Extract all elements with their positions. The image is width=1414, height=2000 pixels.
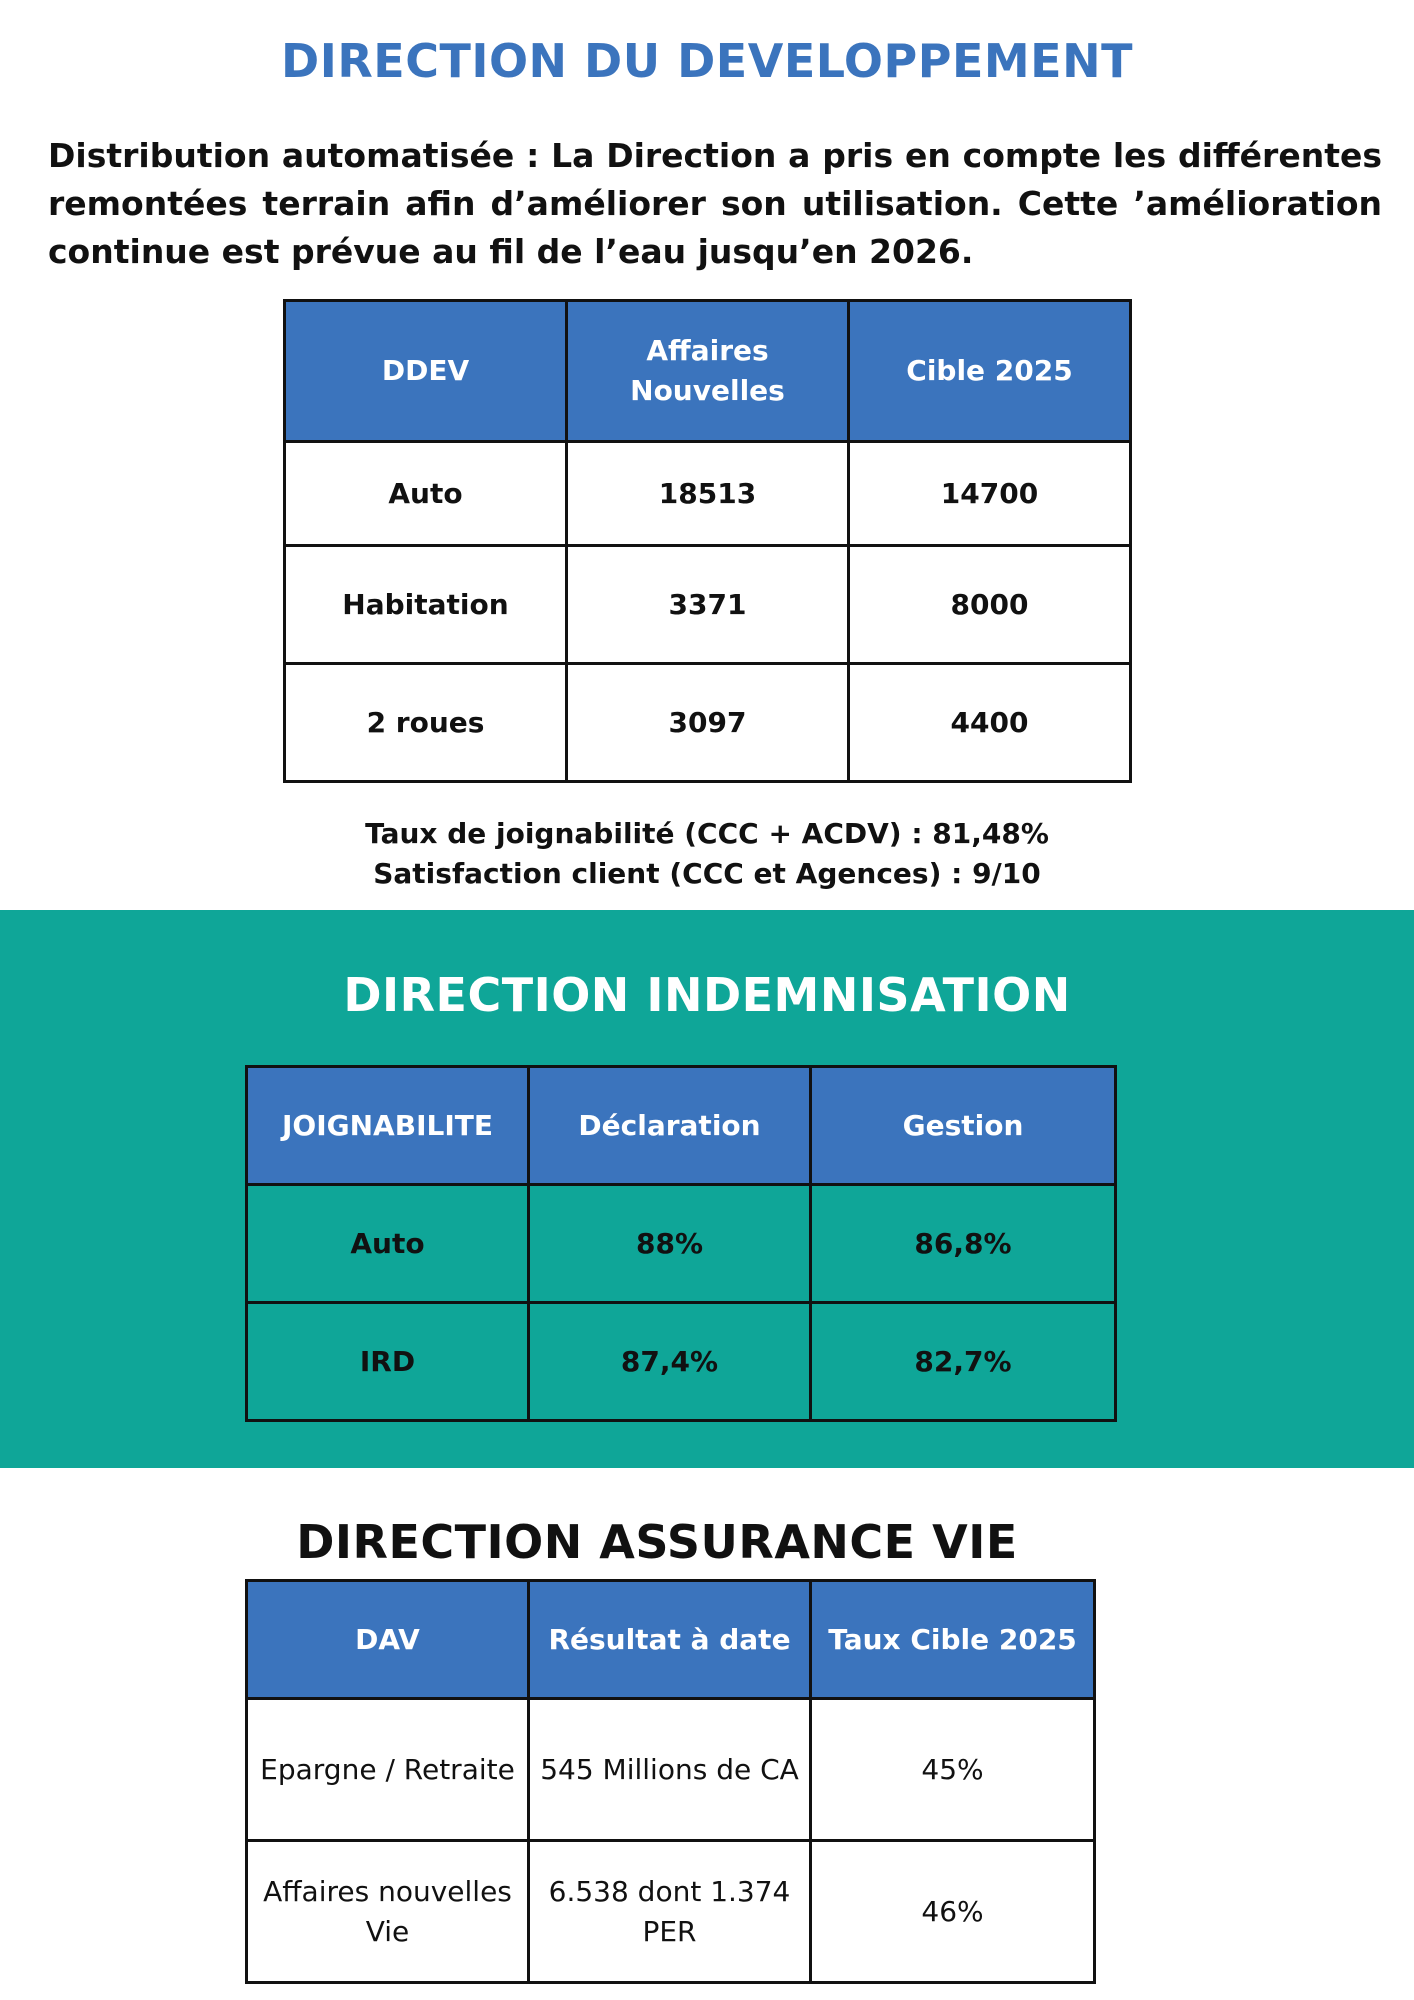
table-cell: 3097 <box>567 664 849 782</box>
table-cell: 545 Millions de CA <box>529 1699 811 1841</box>
satisfaction-stat: Satisfaction client (CCC et Agences) : 9/10 <box>373 857 1041 890</box>
table-cell: Auto <box>247 1185 529 1303</box>
table-cell: 46% <box>811 1841 1095 1983</box>
developpement-title: DIRECTION DU DEVELOPPEMENT <box>281 34 1133 88</box>
table-row <box>247 1841 1095 1983</box>
joignabilite-table <box>245 1065 1117 1422</box>
table-cell: 18513 <box>567 442 849 546</box>
assurance-vie-title: DIRECTION ASSURANCE VIE <box>296 1515 1018 1569</box>
table-row <box>285 664 1131 782</box>
table-header-row <box>285 301 1131 442</box>
table-header-cell: Déclaration <box>529 1067 811 1185</box>
table-header-cell: Cible 2025 <box>849 301 1131 442</box>
table-header-cell: DAV <box>247 1581 529 1699</box>
table-row <box>247 1699 1095 1841</box>
table-header-cell: DDEV <box>285 301 567 442</box>
table-cell: 3371 <box>567 546 849 664</box>
table-cell: 4400 <box>849 664 1131 782</box>
table-header-cell: Gestion <box>811 1067 1116 1185</box>
table-cell: Auto <box>285 442 567 546</box>
table-cell: 2 roues <box>285 664 567 782</box>
table-cell: 6.538 dont 1.374 PER <box>529 1841 811 1983</box>
table-header-cell: Résultat à date <box>529 1581 811 1699</box>
joignabilite-stat: Taux de joignabilité (CCC + ACDV) : 81,48% <box>365 817 1049 850</box>
developpement-stats <box>0 814 1414 894</box>
table-cell: 8000 <box>849 546 1131 664</box>
table-row <box>285 442 1131 546</box>
table-cell: Affaires nouvelles Vie <box>247 1841 529 1983</box>
table-header-cell: JOIGNABILITE <box>247 1067 529 1185</box>
table-cell: Epargne / Retraite <box>247 1699 529 1841</box>
table-cell: 82,7% <box>811 1303 1116 1421</box>
indemnisation-title: DIRECTION INDEMNISATION <box>343 968 1071 1022</box>
table-header-row <box>247 1581 1095 1699</box>
ddev-table <box>283 299 1132 783</box>
table-cell: 88% <box>529 1185 811 1303</box>
table-cell: 45% <box>811 1699 1095 1841</box>
developpement-intro: Distribution automatisée : La Direction a pris en compte les différentes remontées terrain afin d’améliorer son utilisation. Cette ’amélioration continue est prévue au fil de l’eau jusqu’en 2026. <box>48 136 1382 271</box>
table-row <box>247 1303 1116 1421</box>
table-header-cell: Affaires Nouvelles <box>567 301 849 442</box>
table-row <box>285 546 1131 664</box>
table-header-row <box>247 1067 1116 1185</box>
table-cell: Habitation <box>285 546 567 664</box>
table-cell: 87,4% <box>529 1303 811 1421</box>
table-cell: 86,8% <box>811 1185 1116 1303</box>
table-cell: 14700 <box>849 442 1131 546</box>
table-row <box>247 1185 1116 1303</box>
dav-table <box>245 1579 1096 1984</box>
table-cell: IRD <box>247 1303 529 1421</box>
table-header-cell: Taux Cible 2025 <box>811 1581 1095 1699</box>
